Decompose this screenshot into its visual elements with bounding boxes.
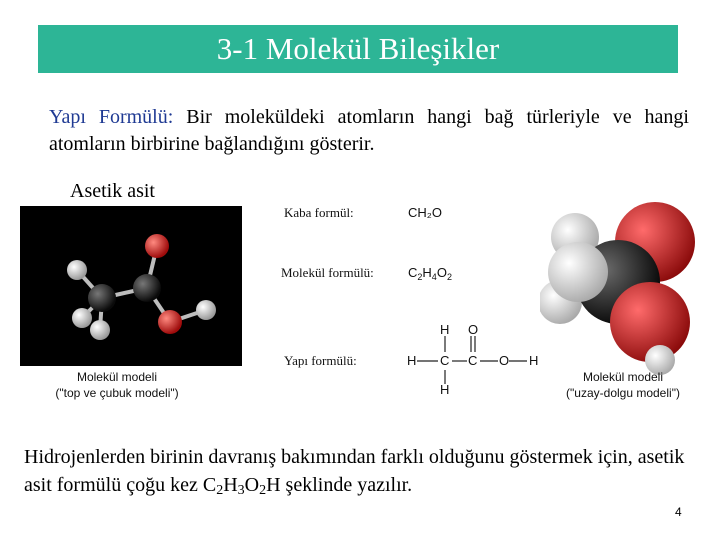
atom-h-left: H bbox=[407, 353, 417, 368]
oxygen-atom bbox=[145, 234, 169, 258]
kaba-formul-value: CH₂O bbox=[408, 205, 442, 220]
atom-h-top: H bbox=[440, 322, 450, 337]
hydrogen-atom bbox=[196, 300, 216, 320]
left-caption-line1: Molekül modeli bbox=[76, 370, 158, 384]
hydrogen-atom bbox=[67, 260, 87, 280]
right-caption-line2: ("uzay-dolgu modeli") bbox=[566, 386, 680, 400]
atom-c1: C bbox=[440, 353, 450, 368]
right-model-caption bbox=[548, 369, 698, 401]
left-caption-line2: ("top ve çubuk modeli") bbox=[55, 386, 179, 400]
definition-term: Yapı Formülü: bbox=[49, 106, 174, 128]
carbon-atom bbox=[88, 284, 116, 312]
slide-title-bar bbox=[38, 25, 678, 73]
molekul-formulu-label: Molekül formülü: bbox=[281, 265, 374, 280]
kaba-formul-label: Kaba formül: bbox=[284, 205, 354, 220]
atom-c2: C bbox=[468, 353, 478, 368]
definition-paragraph bbox=[49, 104, 689, 158]
hydrogen-atom bbox=[90, 320, 110, 340]
slide-title: 3-1 Molekül Bileşikler bbox=[216, 31, 500, 66]
ball-and-stick-model bbox=[20, 206, 242, 366]
definition-text: Bir moleküldeki atomların hangi bağ türleriyle ve hangi atomların birbirine bağlandığını gösterir. bbox=[49, 106, 689, 155]
atom-o-top: O bbox=[468, 322, 479, 337]
atom-h-right: H bbox=[529, 353, 539, 368]
formula-c2h3o2h: $C_2H_3O_2H$ bbox=[202, 474, 281, 498]
page-number: 4 bbox=[675, 505, 682, 519]
bottom-paragraph: Hidrojenlerden birinin davranış bakımından farklı olduğunu göstermek için, asetik asit formülü çoğu kez $C_2H_3O_2H$ şeklinde yazılır. bbox=[24, 446, 685, 498]
carbon-atom bbox=[133, 274, 161, 302]
space-fill-hydrogen bbox=[548, 242, 608, 302]
structural-formula bbox=[405, 320, 545, 400]
right-caption-line1: Molekül modeli bbox=[582, 370, 664, 384]
oxygen-atom bbox=[158, 310, 182, 334]
example-label: Asetik asit bbox=[70, 180, 155, 202]
yapi-formulu-label: Yapı formülü: bbox=[284, 353, 357, 368]
atom-o-right: O bbox=[499, 353, 510, 368]
molekul-formulu-value: $C_2H_4O_2$ bbox=[408, 265, 452, 282]
hydrogen-atom bbox=[72, 308, 92, 328]
left-model-caption bbox=[22, 369, 212, 401]
atom-h-bottom: H bbox=[440, 382, 450, 397]
space-filling-model bbox=[540, 182, 715, 377]
